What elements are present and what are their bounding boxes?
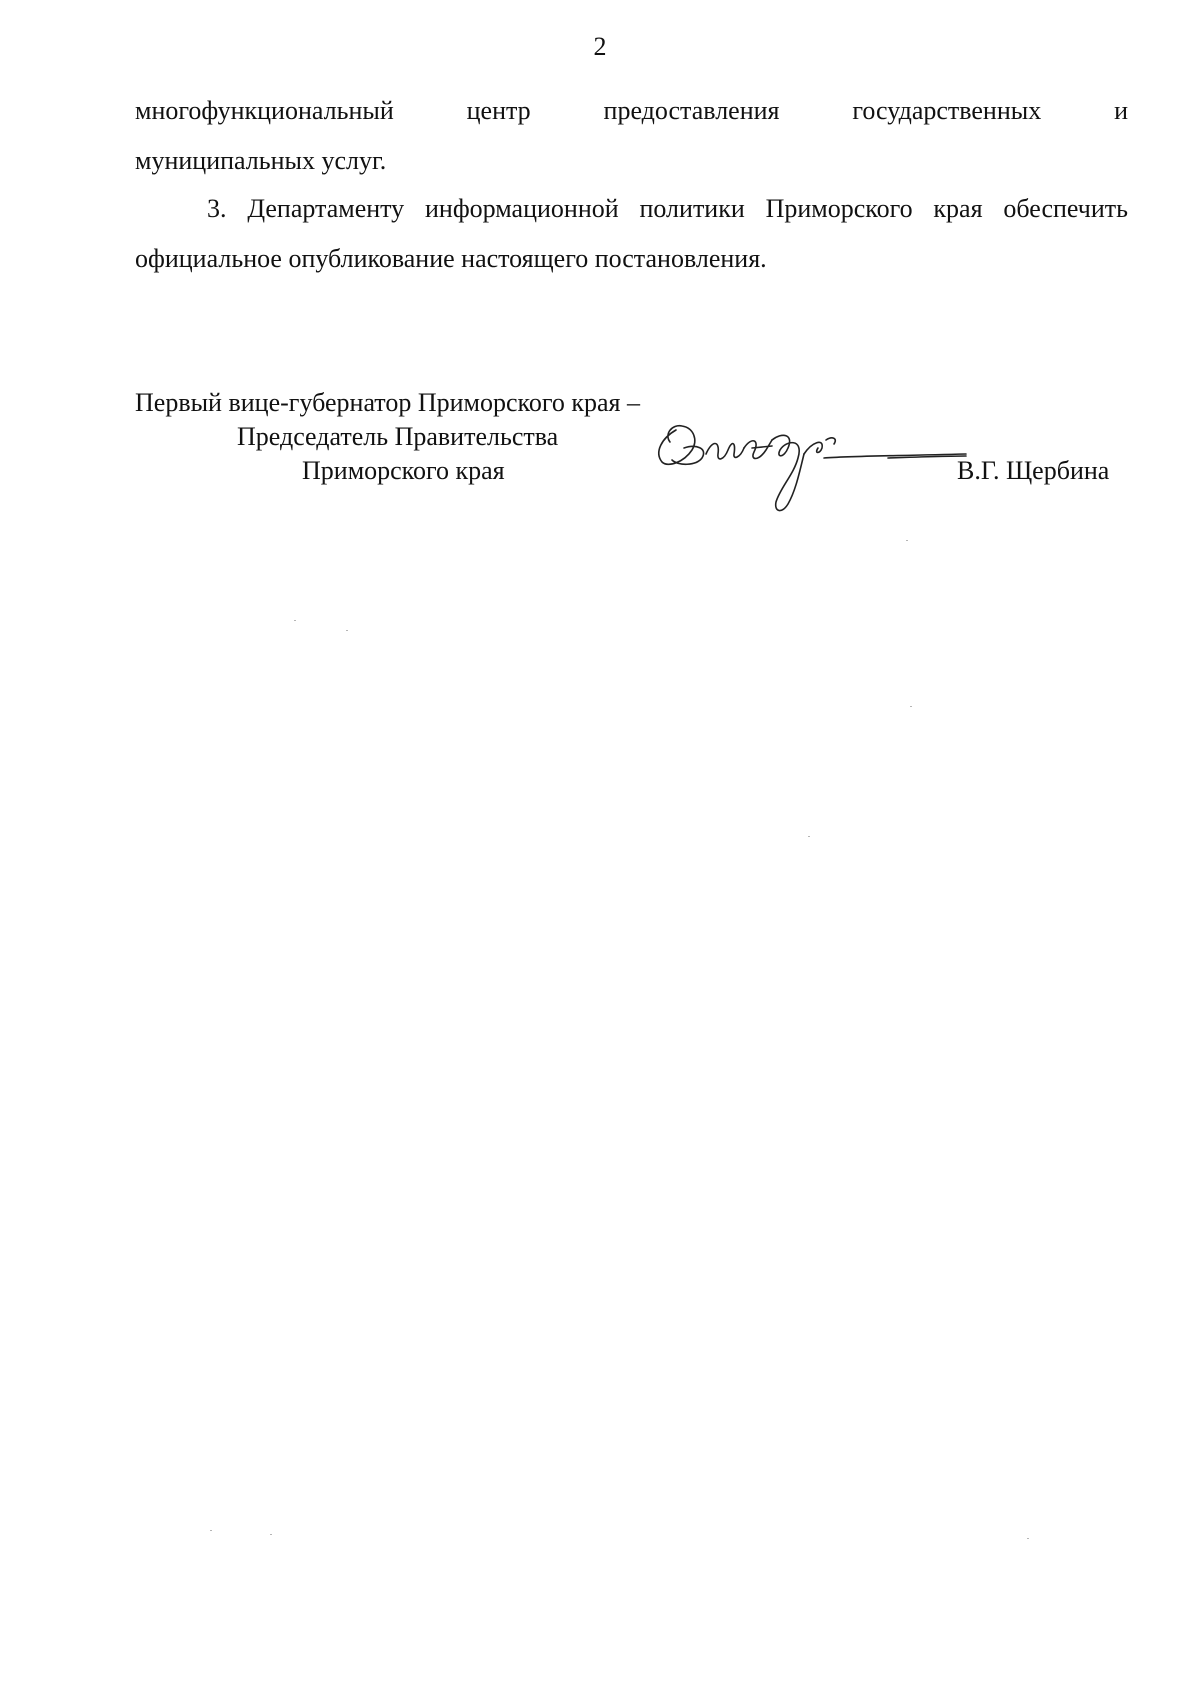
signatory-position-line: Приморского края (302, 456, 505, 485)
paragraph-continuation (135, 86, 1128, 186)
paragraph-line: 3. Департаменту информационной политики Приморского края обеспечить (207, 194, 1128, 223)
scan-speck (210, 1530, 212, 1531)
paragraph-line: многофункциональный центр предоставления государственных и (135, 96, 1128, 125)
paragraph-item-3 (135, 184, 1128, 284)
scan-speck (910, 706, 912, 707)
scan-speck (294, 620, 296, 621)
paragraph-line: официальное опубликование настоящего постановления. (135, 244, 767, 273)
scan-speck (808, 836, 810, 837)
signatory-position-line: Председатель Правительства (237, 422, 559, 451)
scan-speck (270, 1534, 272, 1535)
page-number: 2 (593, 32, 607, 61)
paragraph-line: муниципальных услуг. (135, 146, 387, 175)
signatory-position-line: Первый вице-губернатор Приморского края – (135, 388, 640, 417)
scan-speck (1027, 1538, 1029, 1539)
handwritten-signature (648, 418, 968, 518)
scan-speck (906, 540, 908, 541)
scan-speck (346, 630, 348, 631)
signer-name: В.Г. Щербина (957, 456, 1110, 485)
